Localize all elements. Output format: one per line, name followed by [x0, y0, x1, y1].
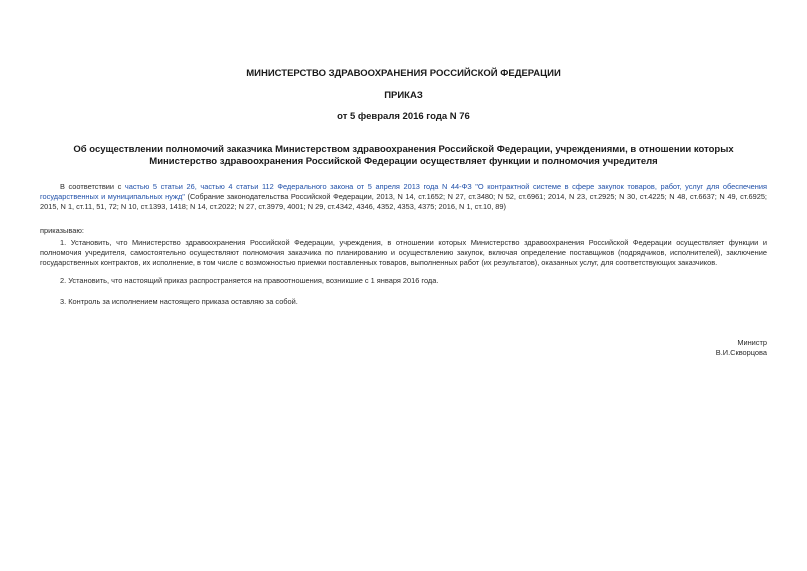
intro-suffix: (Собрание законодательства Российской Федерации, 2013, N 14, ст.1652; N 27, ст.3480; N 52, ст.6961; 2014, N 23, ст.2925; N 30, ст.4225; N 48, ст.6637; N 49, ст.6925; 2015, N 1, ст.11, 51, 72; N 10, ст.1393, 1418; N 14, ст.2022; N 27, ст.3979, 4001; N 29, ст.4342, 4346, 4352, 4353, 4375; 2016, N 1, ст.10, 89)	[40, 192, 767, 211]
ministry-heading: МИНИСТЕРСТВО ЗДРАВООХРАНЕНИЯ РОССИЙСКОЙ ФЕДЕРАЦИИ	[246, 68, 561, 79]
signature-title: Министр	[737, 338, 767, 347]
intro-prefix: В соответствии с	[60, 182, 125, 191]
date-number-heading: от 5 февраля 2016 года N 76	[337, 111, 470, 122]
clause-1: 1. Установить, что Министерство здравоохранения Российской Федерации, учреждения, в отношении которых Министерство здравоохранения Российской Федерации осуществляет функции и полномочия учредителя, самостоятельно осуществляют полномочия заказчика по планированию и осуществлению закупок, включая определение поставщиков (подрядчиков, исполнителей), заключение государственных контрактов, их исполнение, в том числе с возможностью приемки поставленных товаров, выполненных работ (их результатов), оказанных услуг, для соответствующих заказчиков.	[40, 238, 767, 267]
document-subject: Об осуществлении полномочий заказчика Министерством здравоохранения Российской Федерации, учреждениями, в отношении которых Министерство здравоохранения Российской Федерации осуществляет функции и полномочия учредителя	[73, 144, 734, 167]
clause-2: 2. Установить, что настоящий приказ распространяется на правоотношения, возникшие с 1 января 2016 года.	[60, 276, 439, 285]
document-type-heading: ПРИКАЗ	[384, 90, 423, 101]
signature-name: В.И.Скворцова	[715, 348, 767, 357]
clause-3: 3. Контроль за исполнением настоящего приказа оставляю за собой.	[60, 297, 298, 306]
order-word: приказываю:	[40, 226, 84, 235]
intro-paragraph	[40, 182, 767, 212]
law-reference-link[interactable]: частью 5 статьи 26, частью 4 статьи 112 Федерального закона от 5 апреля 2013 года N 44-ФЗ "О контрактной системе в сфере закупок товаров, работ, услуг для обеспечения государственных и муниципальных нужд"	[40, 182, 768, 201]
